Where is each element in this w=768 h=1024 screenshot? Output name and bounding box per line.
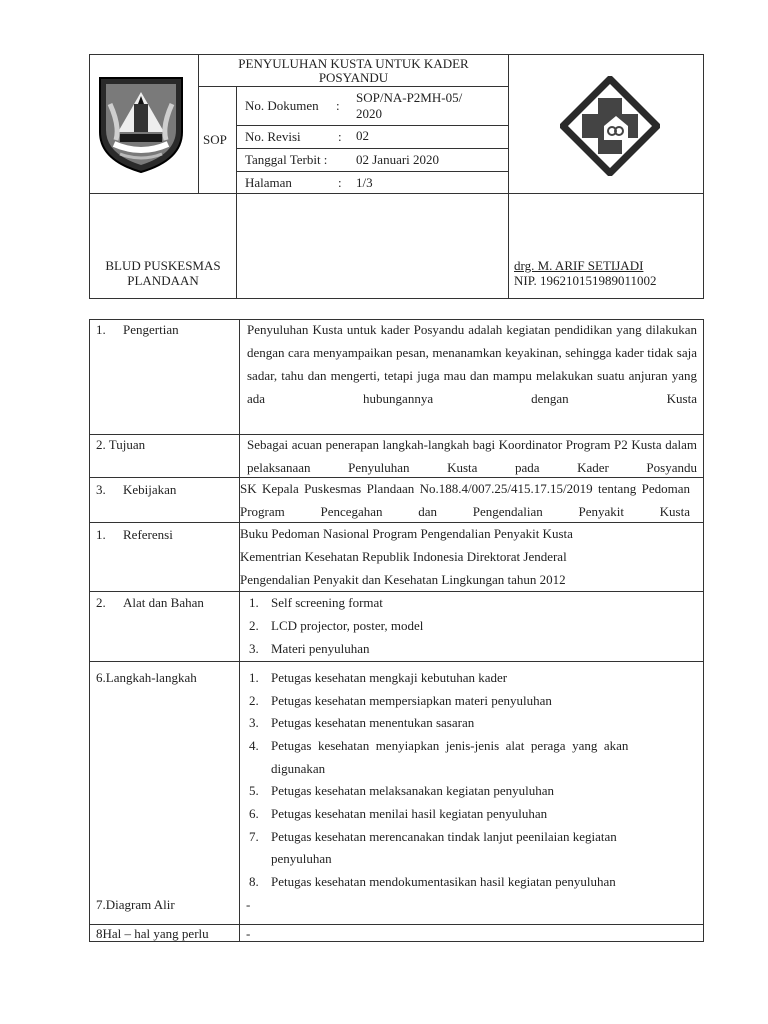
diagram-value: -: [246, 897, 251, 912]
tujuan-text: Sebagai acuan penerapan langkah-langkah bagi Koordinator Program P2 Kusta dalam pelaksanaan Penyuluhan Kusta pada Kader Posyandu: [247, 437, 697, 475]
langkah-item-5: [249, 782, 554, 799]
doc-number-value-line2: 2020: [356, 106, 382, 121]
pengertian-number: 1.: [96, 322, 106, 337]
langkah-item-2: [249, 692, 552, 709]
sop-label: SOP: [203, 132, 227, 147]
alat-item-2-text: LCD projector, poster, model: [271, 618, 424, 633]
alat-item-3: [249, 640, 370, 657]
signer-name: drg. M. ARIF SETIJADI: [514, 258, 644, 273]
alat-item-1-text: Self screening format: [271, 595, 383, 610]
langkah-item-6: [249, 805, 547, 822]
pengertian-label: Pengertian: [123, 322, 179, 337]
revision-label: No. Revisi: [245, 129, 301, 144]
diagram-label: 7.Diagram Alir: [96, 897, 175, 912]
referensi-line2: Kementrian Kesehatan Republik Indonesia Direktorat Jenderal: [240, 549, 567, 564]
alat-item-3-number: 3.: [249, 641, 259, 656]
tujuan-label: 2. Tujuan: [96, 437, 146, 452]
doc-number-value-line1: SOP/NA-P2MH-05/: [356, 90, 463, 105]
doc-number-colon: :: [336, 98, 340, 113]
langkah-item-3-number: 3.: [249, 715, 259, 730]
langkah-item-4-number: 4.: [249, 738, 259, 753]
langkah-item-7-number: 7.: [249, 829, 259, 844]
hal-label: 8Hal – hal yang perlu: [96, 926, 209, 941]
langkah-item-2-number: 2.: [249, 693, 259, 708]
langkah-item-6-number: 6.: [249, 806, 259, 821]
signer-nip: NIP. 196210151989011002: [514, 273, 657, 288]
kebijakan-text: SK Kepala Puskesmas Plandaan No.188.4/007.25/415.17.15/2019 tentang Pedoman Program Pencegahan dan Pengendalian Penyakit Kusta: [240, 481, 690, 519]
alat-number: 2.: [96, 595, 106, 610]
referensi-line3: Pengendalian Penyakit dan Kesehatan Lingkungan tahun 2012: [240, 572, 566, 587]
kebijakan-label: Kebijakan: [123, 482, 177, 497]
publish-date-value: 02 Januari 2020: [356, 152, 440, 167]
langkah-item-7-continuation: penyuluhan: [271, 851, 332, 866]
organization-name-line2: PLANDAAN: [127, 273, 199, 288]
alat-item-2-number: 2.: [249, 618, 259, 633]
kebijakan-number: 3.: [96, 482, 106, 497]
langkah-item-8: [249, 873, 616, 890]
document-title-line2: POSYANDU: [318, 70, 389, 85]
page-colon: :: [338, 175, 342, 190]
langkah-item-7: [249, 828, 617, 845]
alat-label: Alat dan Bahan: [123, 595, 204, 610]
referensi-line1: Buku Pedoman Nasional Program Pengendalian Penyakit Kusta: [240, 526, 573, 541]
langkah-item-8-number: 8.: [249, 874, 259, 889]
alat-item-2: [249, 617, 423, 634]
revision-colon: :: [338, 129, 342, 144]
kabupaten-emblem-logo: [96, 74, 186, 174]
puskesmas-logo: [560, 76, 660, 176]
langkah-item-4-text: Petugas kesehatan menyiapkan jenis-jenis alat peraga yang akan: [271, 738, 629, 753]
langkah-item-1: [249, 669, 507, 686]
pengertian-text: Penyuluhan Kusta untuk kader Posyandu adalah kegiatan pendidikan yang dilakukan dengan cara menyampaikan pesan, menanamkan keyakinan, sehingga kader tidak saja sadar, tahu dan mengerti, tetapi juga mau dan mampu melakukan suatu anjuran yang ada hubungannya dengan Kusta: [247, 322, 697, 406]
langkah-item-5-text: Petugas kesehatan melaksanakan kegiatan penyuluhan: [271, 783, 555, 798]
langkah-item-4: [249, 737, 697, 754]
langkah-item-1-number: 1.: [249, 670, 259, 685]
langkah-item-8-text: Petugas kesehatan mendokumentasikan hasil kegiatan penyuluhan: [271, 874, 616, 889]
revision-value: 02: [356, 128, 369, 143]
referensi-number: 1.: [96, 527, 106, 542]
page-value: 1/3: [356, 175, 373, 190]
langkah-item-5-number: 5.: [249, 783, 259, 798]
document-title-line1: PENYULUHAN KUSTA UNTUK KADER: [238, 56, 469, 71]
langkah-item-1-text: Petugas kesehatan mengkaji kebutuhan kader: [271, 670, 508, 685]
referensi-label: Referensi: [123, 527, 173, 542]
page-label: Halaman: [245, 175, 292, 190]
hal-value: -: [246, 926, 251, 941]
langkah-item-2-text: Petugas kesehatan mempersiapkan materi penyuluhan: [271, 693, 552, 708]
alat-item-1: [249, 594, 383, 611]
alat-item-1-number: 1.: [249, 595, 259, 610]
langkah-item-3: [249, 714, 474, 731]
langkah-item-3-text: Petugas kesehatan menentukan sasaran: [271, 715, 475, 730]
organization-name-line1: BLUD PUSKESMAS: [105, 258, 221, 273]
langkah-item-4-continuation: digunakan: [271, 761, 326, 776]
langkah-item-7-text: Petugas kesehatan merencanakan tindak lanjut peenilaian kegiatan: [271, 829, 617, 844]
langkah-label: 6.Langkah-langkah: [96, 670, 197, 685]
langkah-item-6-text: Petugas kesehatan menilai hasil kegiatan penyuluhan: [271, 806, 548, 821]
publish-date-label: Tanggal Terbit :: [245, 152, 328, 167]
doc-number-label: No. Dokumen: [245, 98, 319, 113]
alat-item-3-text: Materi penyuluhan: [271, 641, 370, 656]
